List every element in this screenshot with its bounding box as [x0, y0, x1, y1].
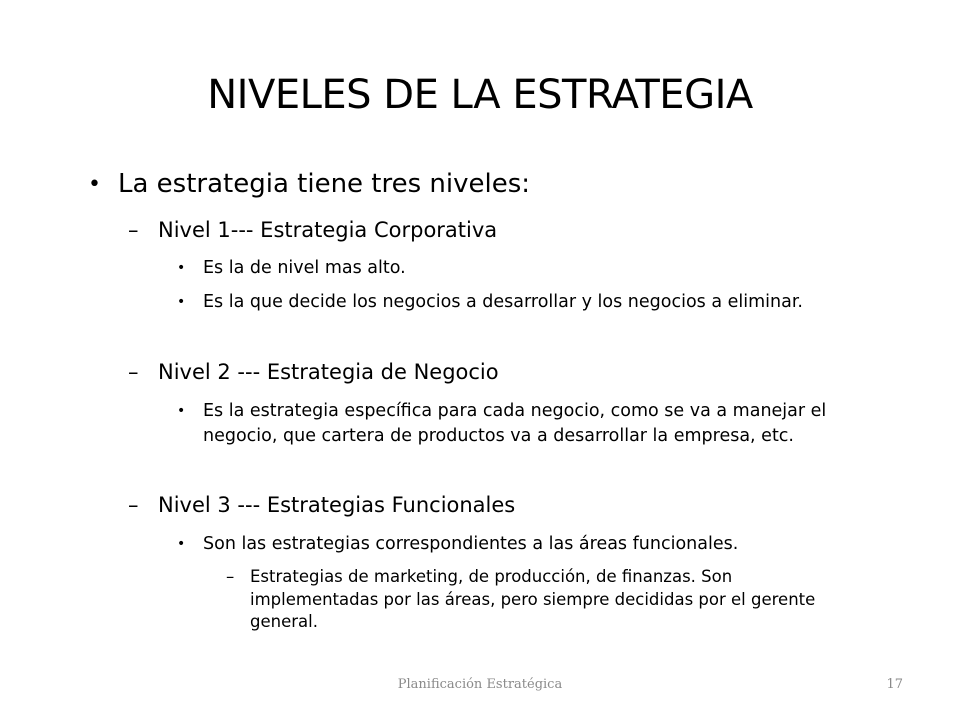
- slide-title: NIVELES DE LA ESTRATEGIA: [207, 72, 753, 118]
- bullet-dot-icon: •: [177, 294, 186, 310]
- bullet-dot-icon: •: [177, 260, 186, 276]
- bullet-dot-icon: •: [177, 536, 186, 552]
- dash-icon: –: [128, 360, 139, 384]
- nivel1-item-text: Es la de nivel mas alto.: [203, 258, 406, 278]
- nivel3-item: [177, 532, 883, 557]
- nivel2-item-text: Es la estrategia específica para cada negocio, como se va a manejar el negocio, que cartera de productos va a desarrollar la empresa, etc.: [203, 401, 827, 446]
- dash-icon: –: [226, 567, 235, 586]
- nivel1-item: [177, 256, 883, 281]
- bullet-intro-text: La estrategia tiene tres niveles:: [118, 169, 531, 199]
- nivel3-heading: Nivel 3 --- Estrategias Funcionales: [158, 493, 516, 517]
- nivel1-heading: Nivel 1--- Estrategia Corporativa: [158, 218, 498, 242]
- page-number: 17: [886, 677, 903, 692]
- nivel2-heading: Nivel 2 --- Estrategia de Negocio: [158, 360, 499, 384]
- nivel2-item: [177, 399, 883, 449]
- nivel3-subitem: [226, 566, 830, 634]
- dash-icon: –: [128, 493, 139, 517]
- bullet-dot-icon: •: [177, 403, 186, 419]
- bullet-intro: [88, 168, 531, 201]
- bullet-nivel2: [128, 358, 499, 386]
- bullet-dot-icon: •: [88, 172, 101, 197]
- slide-footer: Planificación Estratégica: [397, 677, 563, 692]
- nivel3-item-text: Son las estrategias correspondientes a las áreas funcionales.: [203, 534, 739, 554]
- nivel1-item: [177, 290, 883, 315]
- bullet-nivel3: [128, 491, 516, 519]
- dash-icon: –: [128, 218, 139, 242]
- nivel1-item-text: Es la que decide los negocios a desarrollar y los negocios a eliminar.: [203, 292, 803, 312]
- bullet-nivel1: [128, 216, 498, 244]
- nivel3-subitem-text: Estrategias de marketing, de producción, de finanzas. Son implementadas por las áreas, pero siempre decididas por el gerente general.: [250, 567, 816, 631]
